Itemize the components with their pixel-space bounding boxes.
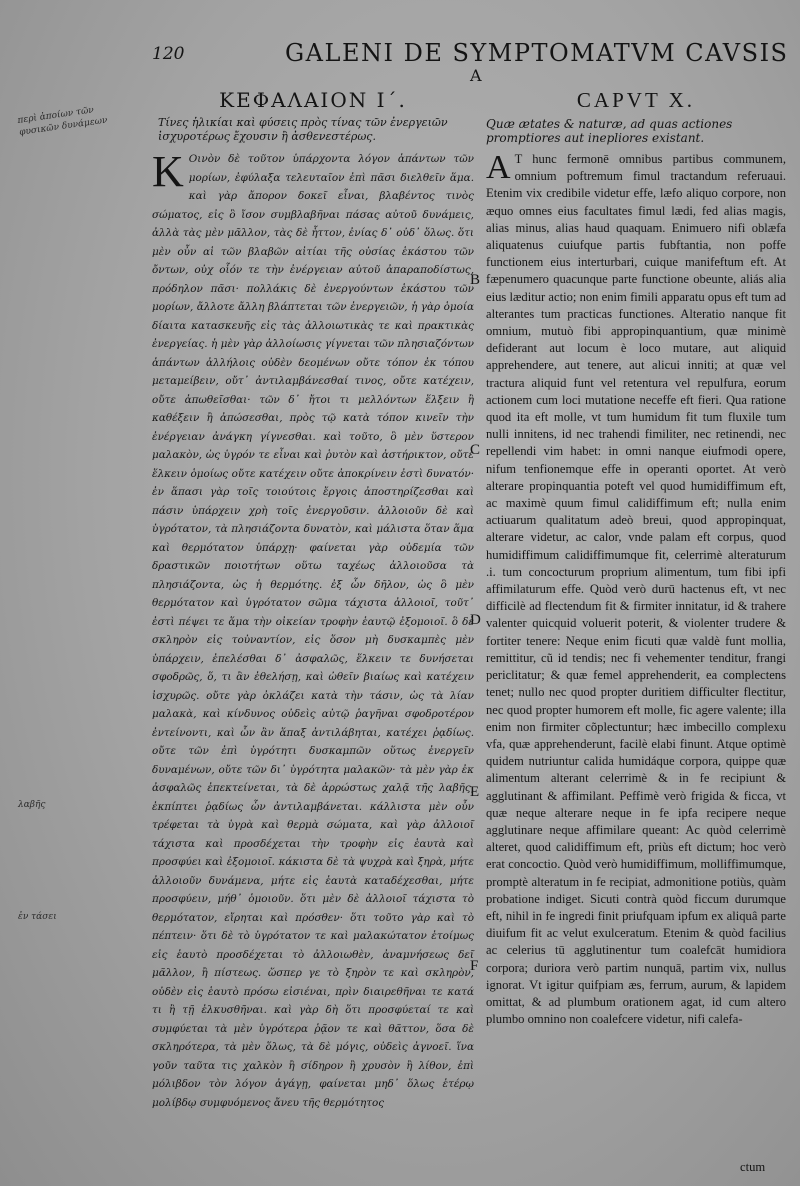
margin-letter-b: B	[470, 272, 481, 288]
greek-column	[152, 88, 474, 1112]
page-number: 120	[152, 44, 185, 64]
margin-letter-e: E	[470, 784, 480, 800]
greek-body-paragraph: Οινὸν δὲ τοῦτον ὑπάρχοντα λόγον ἁπάντων τῶν μορίων, ἐφύλαξα τελευταῖον ἐπὶ πᾶσι διελθεῖν ἅμα. καὶ γὰρ ἄπορον δοκεῖ εἶναι, βλαβέντος τινὸς σώματος, εἰς ὃ ἴσον συμβλαβῆναι πάσας αὐτοῦ δυνάμεις, ἀλλὰ τὰς μὲν μᾶλλον, τὰς δὲ ἧττον, ἐνίας δ᾽ οὐδ᾽ ὅλως. ὅτι μὲν οὖν αἱ τῶν βλαβῶν αἰτίαι τῆς οὐσίας ἑκάστου τῶν ὄντων, οὐχ οἷόν τε τὴν ἐνέργειαν αὐτοῦ ἀπαραποδίστως, πρόδηλον πᾶσι· πολλάκις δὲ ἐνεργούντων ἑκάστου τῶν μορίων, ἄλλοτε ἄλλη βλάπτεται τῶν ἐνεργειῶν, ἡ γὰρ ὁμοία δίαιτα κατασκευῆς εἰς τὰς ἀλλοιωτικὰς τε καὶ πρακτικὰς ἐνεργείας. ἡ μὲν γὰρ ἀλλοίωσις γίγνεται τῶν πλησιαζόντων ἁπάντων ἀλλήλοις οὐδὲν δεομένων οὔτε τόπον ἐκ τόπου μεταμείβειν, οὔτ᾽ ἀντιλαμβάνεσθαί τινος, οὔτε κατέχειν, οὔτε ἀπωθεῖσθαι· τῶν δ᾽ ἤτοι τι μελλόντων ἕλξειν ἢ καθέξειν ἢ ἀπώσεσθαι, πρὸς τῷ κατὰ τόπον κινεῖν τὴν ἐνέργειαν ἀνάγκη γίγνεσθαι. καὶ τοῦτο, ὃ μὲν ὕστερον μαλακὸν, ὡς ὑγρόν τε εἶναι καὶ ῥυτὸν καὶ ἀστήρικτον, οὔτε ἕλκειν ὁμοίως οὔτε κατέχειν οὔτε ἀποκρίνειν ἐστὶ δυνατόν· ἐν ἅπασι γὰρ τοῖς τοιούτοις ἔργοις ἀποστηρίζεσθαι καὶ πάσιν ὑπάρχειν χρὴ τοῖς ἐνεργοῦσιν. ἀλλοιοῦν δὲ καὶ ὑγρότατον, τὰ πλησιάζοντα δυνατὸν, καὶ μάλιστα ὅταν ἅμα καὶ θερμότατον ὑπάρχῃ· φαίνεται γὰρ οὐδεμία τῶν δραστικῶν ποιοτήτων οὕτω ταχέως ἀλλοιοῦσα τὰ πλησιάζοντα, ὡς ἡ θερμότης. ἐξ ὧν δῆλον, ὡς ὃ μὲν θερμότατον καὶ ὑγρότατον σῶμα τάχιστα ἀλλοιοῖ, τοῦτ᾽ ἐστὶ πέψει τε ἅμα τὴν οἰκείαν τροφὴν ἑαυτῷ ἐξομοιοῖ. ὃ δὲ σκληρὸν εἰς τοὐναντίον, εἰς ὅσον μὴ δυσκαμπὲς μὲν ὑπάρχειν, ἐπελέσθαι δ᾽ ἀσφαλῶς, ἕλκειν τε δυνήσεται σφοδρῶς, ὅ, τι ἂν ἐθελήσῃ, καὶ ὠθεῖν βιαίως καὶ κατέχειν ἰσχυρῶς. οὔτε γὰρ ὀκλάζει κατὰ τὴν τάσιν, ὡς τὰ λίαν μαλακὰ, καὶ κίνδυνος οὐδεὶς αὐτῷ ῥαγῆναι σφοδροτέρον ἐντείνοντι, καὶ ὧν ἂν ἅπαξ ἀντιλάβηται, κατέχει ῥᾳδίως. οὔτε τῶν ἐπὶ ὑγρότητι δυσκαμπῶν οὕτως ἐνεργεῖν δυναμένων, οὔτε τῶν δι᾽ ὑγρότητα μαλακῶν· τὰ μὲν γὰρ ἐκ ἀσφαλῶς ἐπεκτείνεται, τὰ δὲ ἀρρώστως χαλᾷ τῆς λαβῆς, ἐκπίπτει ῥᾳδίως ὧν ἀντιλαμβάνεται. κάλλιστα μὲν οὖν τρέφεται τὰ ὑγρὰ καὶ θερμὰ σώματα, καὶ γὰρ ἀλλοιοῖ τάχιστα καὶ προσδέχεται τὴν τροφὴν εἰς ἑαυτὰ καὶ προσφύει καὶ ἐξομοιοῖ. κάκιστα δὲ τὰ ψυχρὰ καὶ ξηρὰ, μήτε ἀλλοιοῦν δυνάμενα, μήτε εἰς ἑαυτὰ καταδέχεσθαι, μήτε προσφύειν, μήθ᾽ ὁμοιοῦν. ὅτι μὲν δὲ ἀλλοιοῖ τάχιστα τὸ θερμότατον, εἴρηται καὶ πρόσθεν· ὅτι τοῦτο γὰρ καὶ τὸ πέπτειν· ὅτι δὲ τὸ ὑγρότατον τε καὶ μαλακώτατον ἑτοίμως εἰς ἑαυτὸ προσδέχεται τὸ ἀλλοιωθὲν, ἀναμνήσεως δεῖ μᾶλλον, ἢ πίστεως. ὥσπερ γε τὸ ξηρὸν τε καὶ σκληρὸν, οὐδὲν εἰς ἑαυτὸ πρόσω εἰσιέναι, πρὶν διαιρεθῆναι τε κατά τι ἢ τῇ ἑλκυσθῆναι. καὶ γὰρ δὴ ὅτι προσφύεταί τε καὶ συμφύεται τὰ μὲν ὑγρότερα ῥᾷον τε καὶ θᾶττον, ὅσα δὲ σκληρότερα, τὰ μὲν ὅλως, τὰ δὲ μόγις, οὐδεὶς ἀγνοεῖ. ἵνα γοῦν ταῦτα τις χαλκὸν ἢ σίδηρον ἢ χρυσὸν ἢ λίθον, ἐπὶ μόλιβδον τὸν λόγον ἀγάγῃ, φαίνεται μηδ᾽ ὅλως ἑτέρῳ μολίβδῳ συμφυόμενος ἄνευ τῆς θερμότητος	[152, 153, 474, 1109]
latin-chapter-summary: Quæ ætates & naturæ, ad quas actiones promptiores aut inepliores existant.	[486, 117, 733, 145]
running-head: GALENI DE SYMPTOMATVM CAVSIS	[285, 39, 789, 67]
greek-chapter-heading: ΚΕΦΑΛΑΙΟΝ Ι΄.	[219, 88, 407, 112]
margin-annotation-top: περὶ ἀποίων τῶν φυσικῶν δυνάμεων	[16, 105, 109, 138]
margin-letter-d: D	[470, 612, 481, 628]
greek-dropcap: Κ	[152, 147, 184, 196]
margin-annotation-lower: ἐν τάσει	[18, 912, 57, 922]
latin-body-text	[486, 151, 786, 1028]
latin-chapter-heading: CAPVT X.	[576, 88, 696, 112]
greek-body-text	[152, 147, 474, 1112]
margin-annotation-middle: λαβῆς	[18, 800, 46, 810]
latin-body-paragraph: T hunc fermonē omnibus partibus communem, omnium poftremum fimul tractandum referuaui. Etenim vix credibile videtur effe, læfo aliquo corpore, non æquo omnes eius facultates fimul lædi, fed alias magis, alias minus, alias haud quaquam. Enimuero nifi oblæfa aliquatenus cuiufque partis fubftantia, non poffe functionem eius interturbari, cuique manifeftum eft. At fæpenumero quacunque parte functione obeunte, aliás alia eius læditur actio; non enim fimili apparatu opus eft tum ad alterantes tum practicas functiones. Alteratio nanque fit omnium, mutuò fibi appropinquantium, quæ minimè defiderant aut locum è loco mutare, aut aliquid apprehendere, aut tenere, aut alicui inniti; at quæ vel tractura aliquid funt vel retentura vel repulfura, eorum actionem cum loci mutatione neceffe eft fieri. Qua ratione quod ita eft molle, vt tum humidum fit tum fluxile tum nulli innitens, id nec trahendi fimiliter, nec retinendi, nec repellendi vim habet: in omni nanque eiufmodi opere, nifum tenfionemque effe in operanti oportet. At verò alterare propinquantia poteft vel quod humidiffimum eft, ac maximè quum fimul calidiffimum eft; nulla enim actiuarum qualitatum adeò breui, quod appropinquat, alterare videtur, ac calor, vnde palam eft corpus, quod humidiffimum calidiffimumque fit, celerrimè alteraturum .i. tum concocturum proprium alimentum, tum fibi ipfi affimilaturum effe. Quòd verò durū hactenus eft, vt nec difficilè ad flectendum fit & firmiter innitatur, id & trahere valenter quicquid voluerit poterit, & violenter trudere & fortiter tenere: Neque enim ficuti quæ valdè funt mollia, remittitur, cũ id tendis; nec fi vehementer tenditur, frangi periclitatur; & quæ femel apprehenderit, ea complectens tenet; nullo nec quod propter duritiem difficulter flectitur, nec quod propter humorem eft molle, fic agere valente; illa enim non firmiter cõplectuntur; hæc imbecillo complexu vfa, quæ apprehenderunt, facilè elabi finunt. Atque optimè quidem nutriuntur calida humidáque corpora, quippe quæ alimentum alterant celerrimè & in fe recipiunt & agglutinant & affimilant. Peffimè verò frigida & ficca, vt quæ neque alterare neque in fe ipfa recipere neque agglutinare neque affimilare queant: Ac quòd celerrimè alteret, quod calidiffimum eft, priùs eft dictum; hoc verò erat concoctio. Quòd verò humidiffimum, molliffimumque, promptè alteratum in fe recipiat, admonitione potiùs, quàm probatione indiget. Sicuti contrà quòd ficcum durumque eft, nihil in fe ingredi finit priufquam ipfum ex aliquâ parte diuifum fit ac velut exulceratum. Etenim & quòd facilius ac celerius tū agglutinentur tum coalefcāt humidiora corpora; duriora verò partim nunquā, partim vix, nullus ignorat. Vt igitur quifpiam æs, ferrum, aurum, & lapidem omittat, & ad plumbum orationem agat, id cum altero plumbo omnino non coalefcere videtur, nifi calefa-	[486, 152, 786, 1027]
margin-letter-f: F	[470, 958, 479, 974]
margin-letter-c: C	[470, 442, 481, 458]
catchword: ctum	[740, 1160, 766, 1174]
signature-mark: A	[470, 66, 482, 85]
latin-column	[486, 88, 786, 1028]
latin-dropcap: A	[486, 149, 511, 186]
greek-chapter-summary: Τίνες ἡλικίαι καὶ φύσεις πρὸς τίνας τῶν ἐνεργειῶν ἰσχυροτέρως ἔχουσιν ἢ ἀσθενεστέρως.	[158, 116, 448, 143]
